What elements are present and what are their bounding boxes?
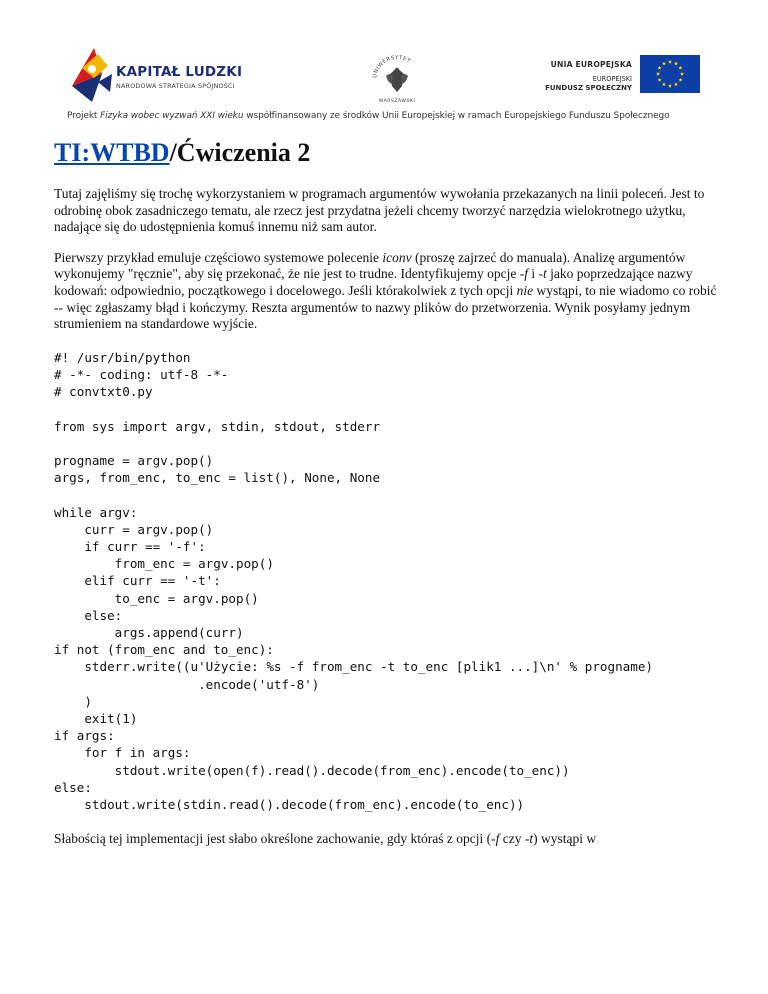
eu-line-1: UNIA EUROPEJSKA [550,60,632,69]
main-content [54,128,719,848]
p2-text-b: (proszę zajrzeć do manuala). Analizę argumentów wykonujemy "ręcznie", aby się przekonać, że nie jest to trudne. Identyfikujemy opcje [54,249,686,282]
p2-text-a: Pierwszy przykład emuluje częściowo systemowe polecenie [54,249,383,265]
p3-text-a: Słabością tej implementacji jest słabo określone zachowanie, gdy któraś z opcji ( [54,831,492,847]
p2-nie: nie [516,282,534,298]
page-title-rest: /Ćwiczenia 2 [169,138,311,167]
third-paragraph [54,831,719,848]
code-block: #! /usr/bin/python # -*- coding: utf-8 -*- # convtxt0.py from sys import argv, stdin, stdout, stderr progname = argv.pop() args, from_enc, to_enc = list(), None, None while argv: curr = argv.pop() if curr == '-f': from_enc = argv.pop() elif curr == '-t': to_enc = argv.pop() else: args.append(curr) if not (from_enc and to_enc): stderr.write((u'Użycie: %s -f from_enc -t to_enc [plik1 ...]\n' % progname) .encode('utf-8') ) exit(1) if args: for f in args: stdout.write(open(f).read().decode(from_enc).encode(to_enc)) else: stdout.write(stdin.read().decode(from_enc).encode(to_enc)) [54,349,653,813]
p2-text-d: jako poprzedzające nazwy kodowań: odpowiednio, początkowego i docelowego. Jeśli którakolwiek z tych opcji [54,266,693,298]
project-prefix: Projekt [67,111,101,121]
p2-option-t: -t [538,266,547,282]
eu-text-block [545,60,632,92]
p3-text-c: ) wystąpi w [533,831,597,847]
svg-text:WARSZAWSKI: WARSZAWSKI [378,99,416,104]
second-paragraph [54,250,719,333]
svg-text:UNIWERSYTET: UNIWERSYTET [372,54,412,79]
kapital-ludzki-subtitle: NARODOWA STRATEGIA SPÓJNOŚCI [116,82,235,90]
kapital-ludzki-title: KAPITAŁ LUDZKI [116,64,243,80]
p2-option-f: -f [519,266,528,282]
p3-option-f: -f [491,831,500,847]
p2-text-e: wystąpi, to nie wiadomo co robić -- więc zgłaszamy błąd i kończymy. Reszta argumentów to nazwy plików do przetworzenia. Wynik posyłamy jednym strumieniem na standardowe wyjście. [54,282,717,332]
p2-text-c: i [527,266,539,282]
p3-text-b: czy [499,831,525,847]
header-banner [0,0,768,130]
p3-option-t: -t [524,831,534,847]
page-title [54,136,719,170]
project-title: Fizyka wobec wyzwań XXI wieku [100,111,244,121]
eu-line-2: EUROPEJSKI [592,75,632,83]
project-line [67,111,670,121]
eu-flag-icon [640,55,700,93]
p2-iconv: iconv [382,249,412,265]
ti-wtbd-link[interactable]: TI:WTBD [54,138,170,167]
eu-line-3: FUNDUSZ SPOŁECZNY [545,84,632,92]
intro-paragraph: Tutaj zajęliśmy się trochę wykorzystaniem w programach argumentów wywołania przekazanych na linii poleceń. Jest to odrobinę obok zasadniczego tematu, ale rzecz jest przydatna jeżeli chcemy tworzyć narzędzia wielokrotnego użytku, nadające się do udostępnienia komuś innemu niż sam autor. [54,186,705,235]
university-seal-icon [368,46,426,108]
project-suffix: współfinansowany ze środków Unii Europejskiej w ramach Europejskiego Funduszu Społecznego [243,111,670,121]
